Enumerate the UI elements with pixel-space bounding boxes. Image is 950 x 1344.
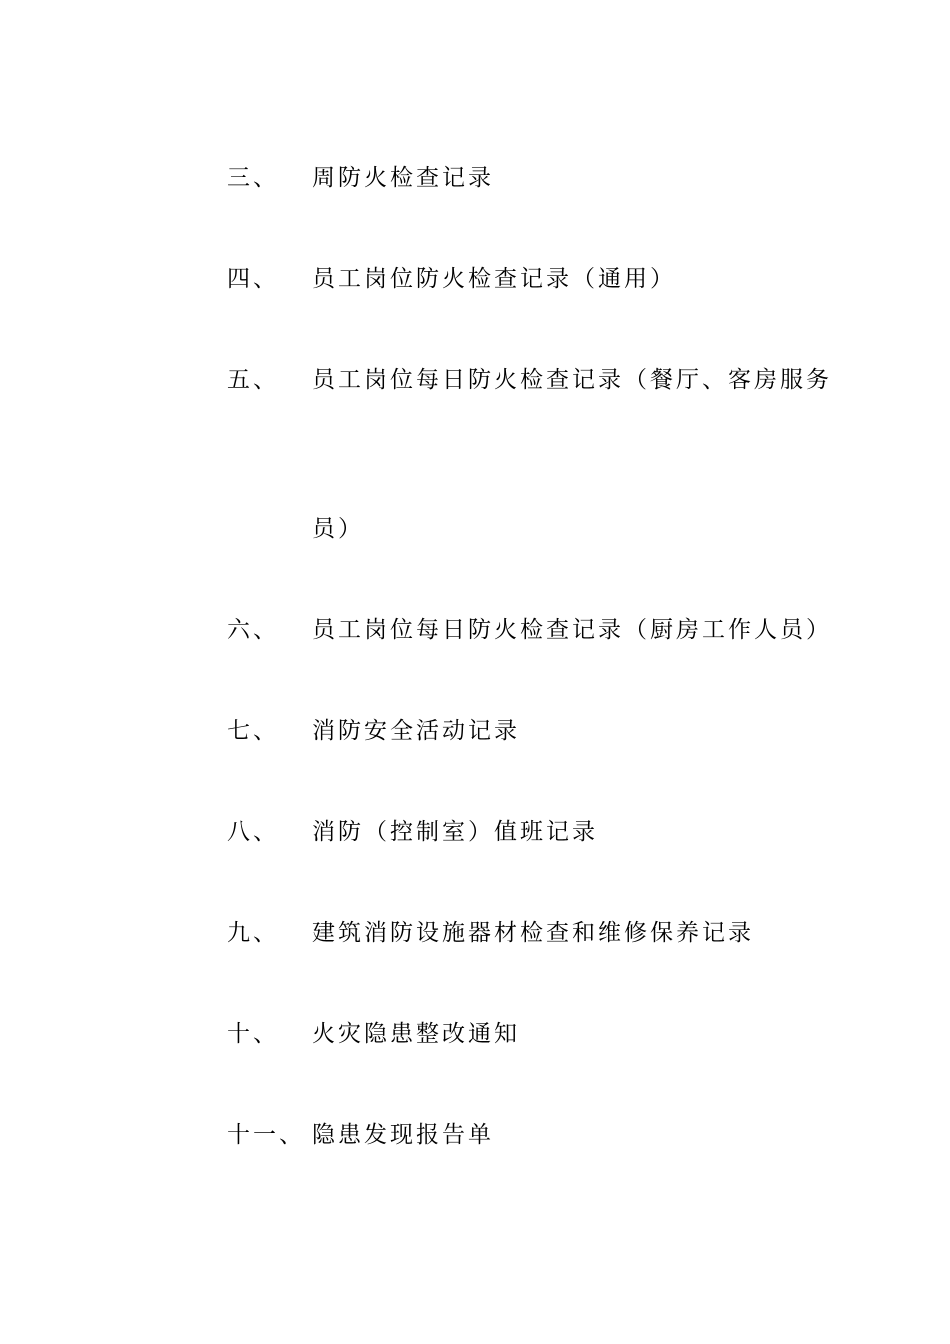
toc-entry-5: [0, 360, 950, 400]
toc-entry-number: 九、: [227, 920, 279, 946]
toc-entry-title: 员工岗位每日防火检查记录（餐厅、客房服务: [312, 367, 832, 393]
toc-entry-number: 八、: [227, 819, 279, 845]
toc-entry-title: 消防安全活动记录: [312, 718, 520, 744]
toc-entry-title: 火灾隐患整改通知: [312, 1021, 520, 1047]
toc-entry-title: 员工岗位每日防火检查记录（厨房工作人员）: [312, 617, 832, 643]
toc-entry-title: 消防（控制室）值班记录: [312, 819, 598, 845]
toc-entry-8: [0, 812, 950, 852]
toc-entry-10: [0, 1014, 950, 1054]
toc-entry-number: 七、: [227, 718, 279, 744]
toc-entry-number: 四、: [227, 266, 279, 292]
toc-entry-title: 周防火检查记录: [312, 165, 494, 191]
toc-entry-6: [0, 610, 950, 650]
toc-entry-5-continuation: 员）: [312, 516, 364, 542]
toc-entry-number: 十、: [227, 1021, 279, 1047]
toc-entry-number: 五、: [227, 367, 279, 393]
toc-entry-4: [0, 259, 950, 299]
toc-entry-9: [0, 913, 950, 953]
toc-entry-title: 员工岗位防火检查记录（通用）: [312, 266, 676, 292]
toc-entry-11: [0, 1115, 950, 1155]
toc-entry-number: 三、: [227, 165, 279, 191]
toc-entry-number: 六、: [227, 617, 279, 643]
toc-entry-title: 建筑消防设施器材检查和维修保养记录: [312, 920, 754, 946]
toc-entry-title: 隐患发现报告单: [312, 1122, 494, 1148]
toc-entry-7: [0, 711, 950, 751]
toc-entry-3: [0, 158, 950, 198]
toc-entry-number: 十一、: [227, 1122, 305, 1148]
